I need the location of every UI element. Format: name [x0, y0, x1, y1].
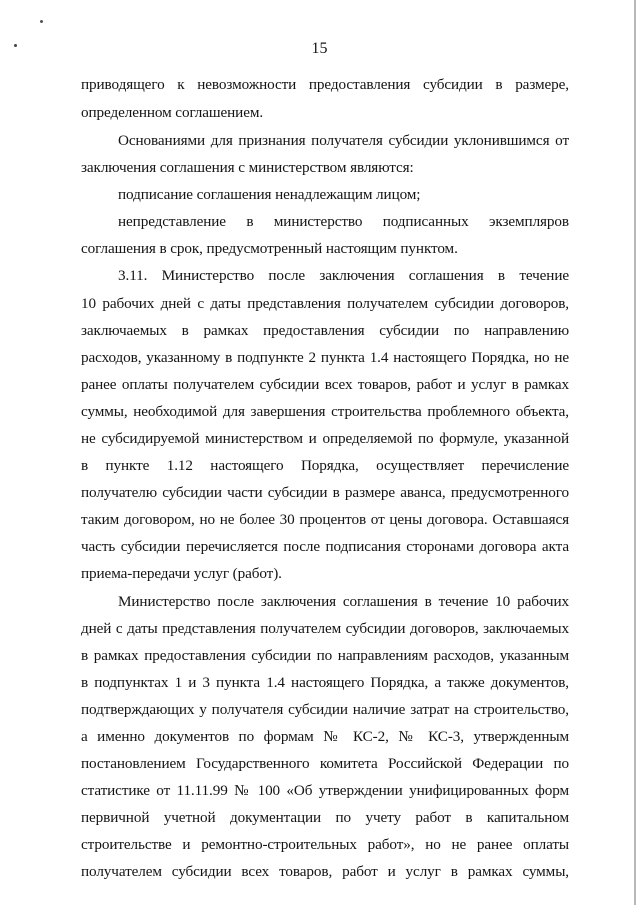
- text-line: в рамках предоставления субсидии по направлениям расходов, указанным: [81, 647, 569, 664]
- text-line: 10 рабочих дней с даты представления получателем субсидии договоров,: [81, 295, 569, 312]
- text-line: получателю субсидии части субсидии в размере аванса, предусмотренного: [81, 484, 569, 501]
- text-line: соглашения в срок, предусмотренный настоящим пунктом.: [81, 240, 458, 257]
- text-line: приема-передачи услуг (работ).: [81, 565, 282, 582]
- text-line: строительстве и ремонтно-строительных работ», но не ранее оплаты: [81, 836, 569, 853]
- text-line: таким договором, но не более 30 процентов от цены договора. Оставшаяся: [81, 511, 569, 528]
- text-line: определенном соглашением.: [81, 104, 264, 121]
- text-line: постановлением Государственного комитета Российской Федерации по: [81, 755, 569, 772]
- text-line: приводящего к невозможности предоставления субсидии в размере,: [81, 76, 569, 93]
- text-line: статистике от 11.11.99 № 100 «Об утверждении унифицированных форм: [81, 782, 569, 799]
- text-line: в пункте 1.12 настоящего Порядка, осуществляет перечисление: [81, 457, 569, 474]
- text-line: Министерство после заключения соглашения в течение 10 рабочих: [118, 593, 569, 610]
- text-line: получателем субсидии всех товаров, работ и услуг в рамках суммы,: [81, 863, 569, 880]
- text-line: расходов, указанному в подпункте 2 пункта 1.4 настоящего Порядка, но не: [81, 349, 569, 366]
- text-line: непредставление в министерство подписанных экземпляров: [118, 213, 569, 230]
- text-line: Основаниями для признания получателя субсидии уклонившимся от: [118, 132, 569, 149]
- text-line: первичной учетной документации по учету работ в капитальном: [81, 809, 569, 826]
- text-line: подтверждающих у получателя субсидии наличие затрат на строительство,: [81, 701, 569, 718]
- page-number: 15: [311, 40, 328, 57]
- text-line: суммы, необходимой для завершения строительства проблемного объекта,: [81, 403, 569, 420]
- scan-speck: [40, 20, 43, 23]
- text-line: ранее оплаты получателем субсидии всех товаров, работ и услуг в рамках: [81, 376, 569, 393]
- text-line: часть субсидии перечисляется после подписания сторонами договора акта: [81, 538, 569, 555]
- text-line: 3.11. Министерство после заключения соглашения в течение: [118, 267, 569, 284]
- text-line: дней с даты представления получателем субсидии договоров, заключаемых: [81, 620, 569, 637]
- text-line: подписание соглашения ненадлежащим лицом;: [118, 186, 421, 203]
- text-line: заключения соглашения с министерством являются:: [81, 159, 414, 176]
- text-line: заключаемых в рамках предоставления субсидии по направлению: [81, 322, 569, 339]
- text-line: а именно документов по формам № КС-2, № КС-3, утвержденным: [81, 728, 569, 745]
- scan-edge-line: [634, 0, 636, 905]
- text-line: в подпунктах 1 и 3 пункта 1.4 настоящего Порядка, а также документов,: [81, 674, 569, 691]
- text-line: не субсидируемой министерством и определяемой по формуле, указанной: [81, 430, 569, 447]
